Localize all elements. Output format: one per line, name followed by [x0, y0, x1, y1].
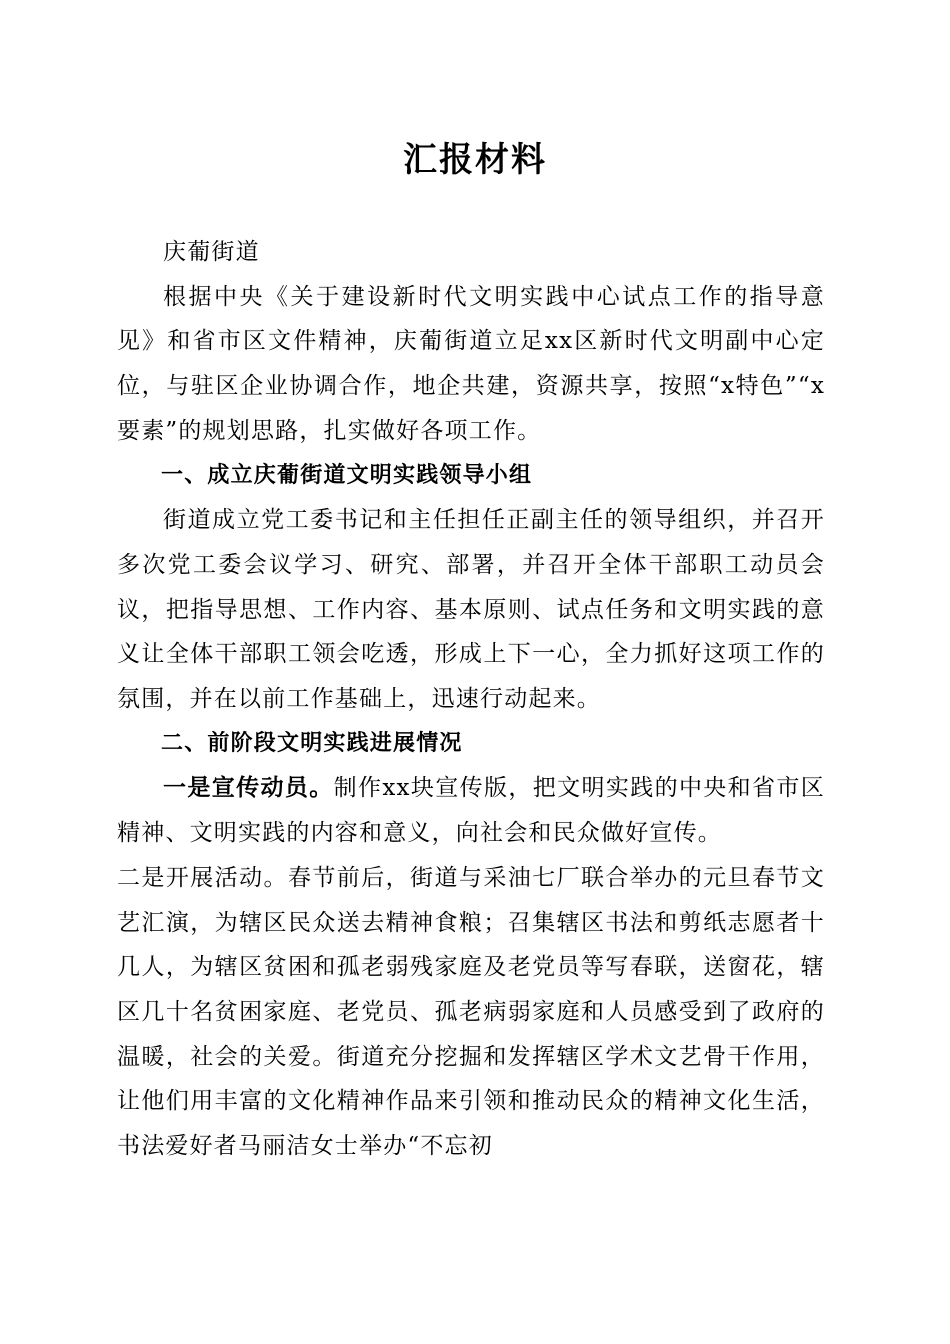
- item-1-lead: 一是宣传动员。: [163, 774, 334, 802]
- organization-name: 庆葡街道: [163, 239, 260, 265]
- section-1-paragraph: 街道成立党工委书记和主任担任正副主任的领导组织，并召开多次党工委会议学习、研究、部署，并召开全体干部职工动员会议，把指导思想、工作内容、基本原则、试点任务和文明实践的意义让全体干部职工领会吃透，形成上下一心，全力抓好这项工作的氛围，并在以前工作基础上，迅速行动起来。: [117, 507, 825, 713]
- document-body: [117, 230, 825, 1169]
- section-2-heading: 二、前阶段文明实践进展情况: [161, 730, 463, 756]
- intro-paragraph: 根据中央《关于建设新时代文明实践中心试点工作的指导意见》和省市区文件精神，庆葡街道立足xx区新时代文明副中心定位，与驻区企业协调合作，地企共建，资源共享，按照“x特色”“x要素”的规划思路，扎实做好各项工作。: [117, 283, 825, 444]
- item-2-text: 春节前后，街道与采油七厂联合举办的元旦春节文艺汇演，为辖区民众送去精神食粮；召集辖区书法和剪纸志愿者十几人，为辖区贫困和孤老弱残家庭及老党员等写春联，送窗花，辖区几十名贫困家庭、老党员、孤老病弱家庭和人员感受到了政府的温暖，社会的关爱。街道充分挖掘和发挥辖区学术文艺骨干作用，让他们用丰富的文化精神作品来引领和推动民众的精神文化生活，书法爱好者马丽洁女士举办“不忘初: [117, 864, 825, 1160]
- section-2-item-1: [117, 766, 825, 855]
- section-2-item-2: [117, 856, 825, 1169]
- section-1-heading: 一、成立庆葡街道文明实践领导小组: [161, 462, 533, 488]
- document-title: 汇报材料: [403, 140, 547, 180]
- item-1-text: 制作xx块宣传版，把文明实践的中央和省市区精神、文明实践的内容和意义，向社会和民众做好宣传。: [117, 775, 825, 847]
- item-2-lead: 二是开展活动。: [117, 864, 288, 891]
